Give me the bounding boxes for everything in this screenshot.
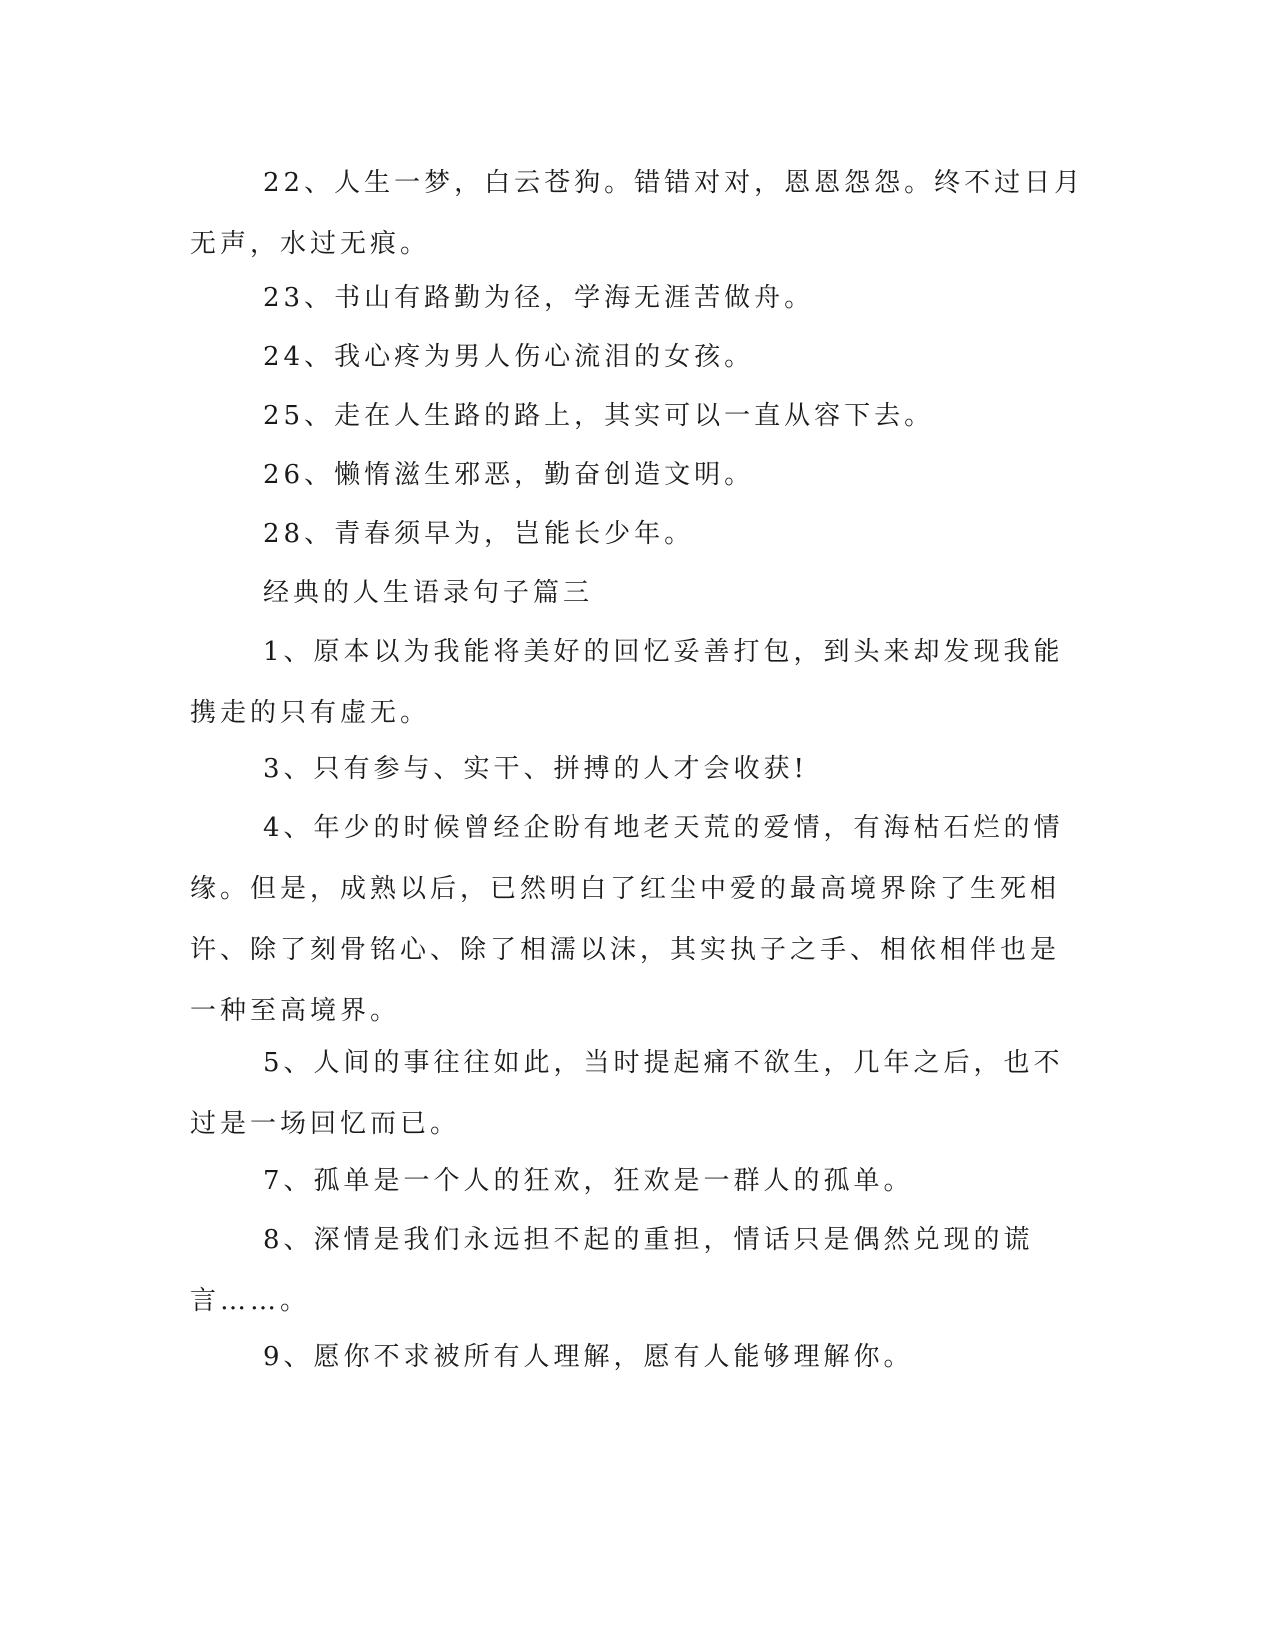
quote-4: 4、年少的时候曾经企盼有地老天荒的爱情，有海枯石烂的情缘。但是，成熟以后，已然明白了红尘中爱的最高境界除了生死相许、除了刻骨铭心、除了相濡以沫，其实执子之手、相依相伴也是一种至高境界。 — [190, 813, 1064, 1026]
quote-3: 3、只有参与、实干、拼搏的人才会收获! — [263, 754, 808, 784]
section-heading: 经典的人生语录句子篇三 — [263, 578, 594, 608]
quote-5: 5、人间的事往往如此，当时提起痛不欲生，几年之后，也不过是一场回忆而已。 — [190, 1048, 1064, 1139]
quote-1: 1、原本以为我能将美好的回忆妥善打包，到头来却发现我能携走的只有虚无。 — [190, 637, 1064, 728]
quote-25: 25、走在人生路的路上，其实可以一直从容下去。 — [263, 401, 935, 431]
quote-26: 26、懒惰滋生邪恶，勤奋创造文明。 — [263, 460, 755, 490]
quote-9: 9、愿你不求被所有人理解，愿有人能够理解你。 — [263, 1342, 914, 1372]
quote-23: 23、书山有路勤为径，学海无涯苦做舟。 — [263, 283, 815, 313]
quote-8: 8、深情是我们永远担不起的重担，情话只是偶然兑现的谎言……。 — [190, 1225, 1034, 1316]
quote-24: 24、我心疼为男人伤心流泪的女孩。 — [263, 342, 755, 372]
quote-28: 28、青春须早为，岂能长少年。 — [263, 519, 695, 549]
quote-22: 22、人生一梦，白云苍狗。错错对对，恩恩怨怨。终不过日月无声，水过无痕。 — [190, 168, 1085, 259]
quote-7: 7、孤单是一个人的狂欢，狂欢是一群人的孤单。 — [263, 1166, 914, 1196]
